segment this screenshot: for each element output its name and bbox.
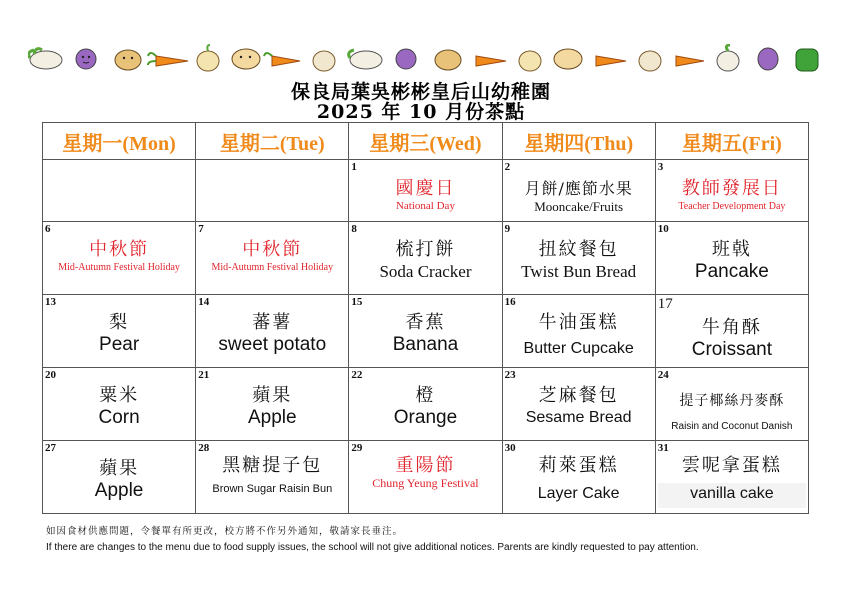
day-number: 6 <box>45 223 51 235</box>
menu-item-zh: 扭紋餐包 <box>538 239 619 260</box>
day-number: 22 <box>351 369 363 381</box>
radish-icon <box>349 50 382 69</box>
carrot-icon <box>676 56 704 66</box>
menu-item-zh: 香蕉 <box>405 312 446 333</box>
day-cell <box>349 441 502 514</box>
radish-icon <box>717 45 739 71</box>
day-cell <box>43 295 196 368</box>
carrot-icon <box>596 56 626 66</box>
menu-item-zh: 國慶日 <box>395 178 456 199</box>
menu-item-zh: 蕃薯 <box>252 312 293 333</box>
day-cell <box>349 222 502 295</box>
menu-item-zh: 蘋果 <box>252 385 293 406</box>
potato-icon <box>232 49 260 69</box>
menu-item-zh: 牛油蛋糕 <box>538 312 619 333</box>
vegetable-border-decoration <box>28 44 828 74</box>
menu-item-zh: 芝麻餐包 <box>538 385 619 406</box>
day-cell <box>655 222 808 295</box>
day-cell <box>43 368 196 441</box>
menu-item-en: Orange <box>393 407 458 428</box>
day-cell <box>196 368 349 441</box>
weekday-header: 星期一(Mon) <box>43 123 196 160</box>
onion-icon <box>313 51 335 71</box>
day-number: 3 <box>657 161 664 173</box>
day-number: 10 <box>657 223 669 235</box>
menu-item-zh: 提子椰絲丹麥酥 <box>679 393 785 409</box>
menu-item-zh: 梨 <box>109 312 130 333</box>
menu-item-en: Pancake <box>694 261 769 282</box>
onion-icon <box>519 51 541 71</box>
day-cell <box>43 222 196 295</box>
weekday-header: 星期二(Tue) <box>196 123 349 160</box>
week-row <box>43 295 809 368</box>
onion-icon <box>197 45 219 71</box>
day-cell <box>43 441 196 514</box>
day-number: 15 <box>351 296 363 308</box>
day-number: 21 <box>198 369 210 381</box>
day-cell <box>196 222 349 295</box>
menu-item-en: Raisin and Coconut Danish <box>671 421 793 432</box>
page-title: 2025 年 10 月份茶點 <box>316 101 526 123</box>
day-number: 28 <box>198 442 210 454</box>
day-number: 13 <box>45 296 56 308</box>
weekday-header: 星期四(Thu) <box>502 123 655 160</box>
day-number: 20 <box>45 369 56 381</box>
menu-item-en: vanilla cake <box>658 483 806 508</box>
menu-item-zh: 月餅/應節水果 <box>524 179 633 198</box>
day-cell <box>502 295 655 368</box>
menu-item-en: Chung Yeung Festival <box>372 476 479 490</box>
carrot-icon <box>148 53 188 66</box>
week-row <box>43 368 809 441</box>
menu-item-zh: 教師發展日 <box>681 178 782 199</box>
menu-item-en: Pear <box>99 334 140 355</box>
day-cell <box>196 160 349 222</box>
menu-item-zh: 中秋節 <box>242 239 303 260</box>
day-cell <box>655 295 808 368</box>
snack-menu-table <box>42 122 809 514</box>
menu-item-en: Mid-Autumn Festival Holiday <box>211 262 334 273</box>
pepper-icon <box>76 49 96 69</box>
menu-item-en: Corn <box>98 407 140 428</box>
day-cell <box>502 368 655 441</box>
day-cell <box>655 160 808 222</box>
menu-item-en: Sesame Bread <box>525 409 632 426</box>
day-cell <box>655 368 808 441</box>
weekday-header: 星期三(Wed) <box>349 123 502 160</box>
day-number: 8 <box>351 223 357 235</box>
day-cell <box>196 295 349 368</box>
menu-item-en: sweet potato <box>218 334 327 355</box>
potato-icon <box>115 50 141 70</box>
day-number: 29 <box>351 442 363 454</box>
menu-item-zh: 黑糖提子包 <box>222 455 323 476</box>
menu-item-en: Apple <box>247 407 297 428</box>
day-number: 24 <box>657 369 669 381</box>
menu-item-zh: 莉萊蛋糕 <box>538 455 619 476</box>
week-row <box>43 441 809 514</box>
notice-zh: 如因食材供應問題，令餐單有所更改，校方將不作另外通知，敬請家長垂注。 <box>46 526 404 537</box>
menu-item-en: Layer Cake <box>537 485 620 502</box>
menu-item-en: Croissant <box>691 339 772 360</box>
day-number: 30 <box>504 442 516 454</box>
menu-item-zh: 蘋果 <box>99 458 140 479</box>
day-number: 27 <box>45 442 56 454</box>
menu-item-zh: 雲呢拿蛋糕 <box>681 455 782 476</box>
potato-icon <box>435 50 461 70</box>
day-cell <box>655 441 808 514</box>
day-cell <box>349 368 502 441</box>
potato-icon <box>554 49 582 69</box>
day-number: 31 <box>657 442 669 454</box>
day-cell <box>349 160 502 222</box>
menu-item-zh: 橙 <box>415 385 436 406</box>
menu-item-zh: 粟米 <box>99 385 140 406</box>
day-number: 1 <box>351 161 357 173</box>
menu-item-en: Twist Bun Bread <box>521 262 637 281</box>
radish-icon <box>29 49 62 69</box>
pepper-icon <box>396 49 416 69</box>
notice-en: If there are changes to the menu due to food supply issues, the school will not give additional notices. Parents are kindly requested to pay attention. <box>46 542 699 553</box>
menu-item-en: National Day <box>395 200 455 212</box>
menu-item-en: Butter Cupcake <box>523 340 634 357</box>
day-number: 7 <box>198 223 204 235</box>
menu-item-zh: 班戟 <box>711 239 752 260</box>
menu-item-en: Mid-Autumn Festival Holiday <box>58 262 180 273</box>
menu-item-zh: 梳打餅 <box>395 239 456 260</box>
menu-item-zh: 中秋節 <box>89 239 150 260</box>
menu-item-en: Apple <box>94 480 144 501</box>
pepper-icon <box>758 48 778 70</box>
menu-item-en: Soda Cracker <box>379 262 472 281</box>
menu-item-zh: 重陽節 <box>395 455 456 476</box>
day-number: 14 <box>198 296 210 308</box>
day-number: 2 <box>504 161 511 173</box>
week-row <box>43 160 809 222</box>
day-cell <box>502 222 655 295</box>
day-cell <box>196 441 349 514</box>
menu-item-zh: 牛角酥 <box>701 317 762 338</box>
carrot-icon <box>264 53 300 66</box>
menu-item-en: Brown Sugar Raisin Bun <box>212 483 333 495</box>
weekday-header: 星期五(Fri) <box>655 123 808 160</box>
day-number: 17 <box>657 296 673 312</box>
day-number: 16 <box>504 296 516 308</box>
day-cell <box>502 160 655 222</box>
day-cell <box>349 295 502 368</box>
day-number: 9 <box>504 223 511 235</box>
day-cell <box>43 160 196 222</box>
day-cell <box>502 441 655 514</box>
weekday-header-row <box>43 123 809 160</box>
school-name: 保良局葉吳彬彬皇后山幼稚園 <box>290 81 551 103</box>
week-row <box>43 222 809 295</box>
carrot-icon <box>476 56 506 66</box>
menu-item-en: Teacher Development Day <box>678 201 786 212</box>
menu-item-en: Mooncake/Fruits <box>534 199 624 214</box>
onion-icon <box>639 51 661 71</box>
menu-item-en: Banana <box>392 334 459 355</box>
pepper-icon <box>796 49 818 71</box>
day-number: 23 <box>504 369 516 381</box>
